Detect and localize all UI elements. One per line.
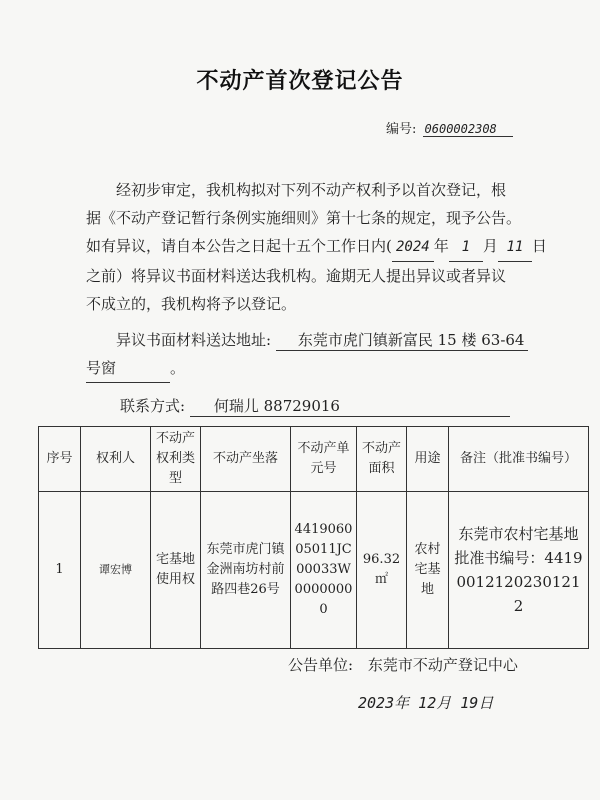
table-row xyxy=(39,492,589,649)
date-day-unit: 日 xyxy=(478,694,494,712)
objection-address: 异议书面材料送达地址: 东莞市虎门镇新富民 15 楼 63-64 号窗 。 xyxy=(86,326,566,383)
body-line-3-prefix: 如有异议，请自本公告之日起十五个工作日内( xyxy=(86,237,392,255)
date-year-unit: 年 xyxy=(394,694,410,712)
header-area: 不动产面积 xyxy=(357,427,407,492)
date-day: 19 xyxy=(460,694,479,712)
body-line-4: 之前）将异议书面材料送达我机构。逾期无人提出异议或者异议 xyxy=(86,267,507,285)
header-seq: 序号 xyxy=(39,427,81,492)
issuer xyxy=(288,654,518,675)
cell-seq: 1 xyxy=(39,492,81,649)
contact-label: 联系方式: xyxy=(120,397,186,415)
cell-area: 96.32㎡ xyxy=(357,492,407,649)
body-line-1: 经初步审定，我机构拟对下列不动产权利予以首次登记，根 xyxy=(116,181,507,199)
cell-usage: 农村宅基地 xyxy=(407,492,449,649)
cell-remark: 东莞市农村宅基地批准书编号：441900121202301212 xyxy=(449,492,589,649)
body-line-5: 不成立的，我机构将予以登记。 xyxy=(86,295,297,313)
document-number-label: 编号: xyxy=(386,122,417,137)
deadline-month: 1 xyxy=(449,233,483,262)
address-value-line-1: 东莞市虎门镇新富民 15 楼 63-64 xyxy=(276,331,529,351)
header-remark: 备注（批准书编号） xyxy=(449,427,589,492)
header-holder: 权利人 xyxy=(81,427,151,492)
registration-table xyxy=(38,426,589,649)
month-unit: 月 xyxy=(482,237,498,255)
address-label: 异议书面材料送达地址: xyxy=(116,331,272,349)
deadline-year: 2024 xyxy=(392,233,434,262)
document-number-value: 0600002308 xyxy=(423,122,513,137)
contact-value: 何瑞儿 88729016 xyxy=(190,395,510,417)
announcement-body xyxy=(86,176,556,318)
address-value-line-2: 号窗 xyxy=(86,354,170,383)
issuer-label: 公告单位: xyxy=(288,656,354,674)
cell-unit-no: 441906005011JC00033W00000000 xyxy=(291,492,357,649)
cell-location: 东莞市虎门镇金洲南坊村前路四巷26号 xyxy=(201,492,291,649)
page-title: 不动产首次登记公告 xyxy=(196,69,404,94)
contact-info xyxy=(120,395,510,417)
issuer-value: 东莞市不动产登记中心 xyxy=(367,656,518,674)
year-unit: 年 xyxy=(433,237,449,255)
document-number xyxy=(386,118,513,137)
table-header-row xyxy=(39,427,589,492)
header-location: 不动产坐落 xyxy=(201,427,291,492)
announcement-date xyxy=(358,692,493,713)
body-line-3 xyxy=(86,232,556,262)
header-right-type: 不动产权利类型 xyxy=(151,427,201,492)
deadline-day: 11 xyxy=(498,233,532,262)
date-month-unit: 月 xyxy=(436,694,452,712)
header-unit-no: 不动产单元号 xyxy=(291,427,357,492)
date-month: 12 xyxy=(418,694,437,712)
header-usage: 用途 xyxy=(407,427,449,492)
day-unit: 日 xyxy=(531,237,547,255)
date-year: 2023 xyxy=(358,694,395,712)
body-line-2: 据《不动产登记暂行条例实施细则》第十七条的规定，现予公告。 xyxy=(86,209,522,227)
cell-right-type: 宅基地使用权 xyxy=(151,492,201,649)
cell-holder: 谭宏博 xyxy=(81,492,151,649)
